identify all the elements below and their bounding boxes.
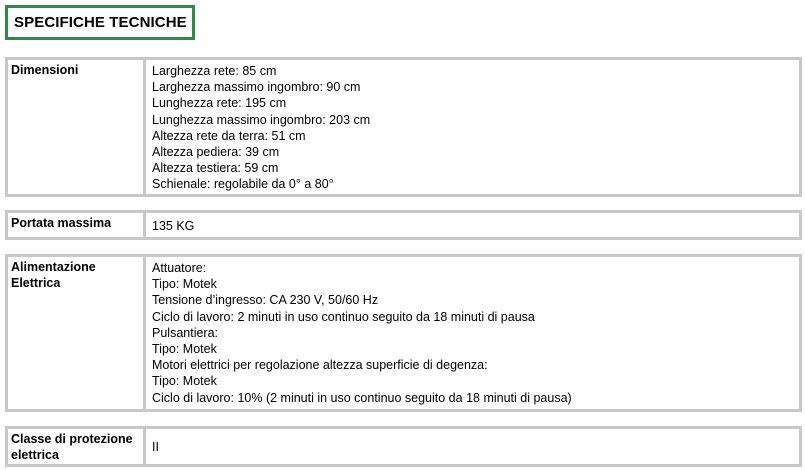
spec-table-alimentazione (5, 254, 802, 412)
spec-line: Motori elettrici per regolazione altezza superficie di degenza: (152, 358, 488, 373)
spec-line: Lunghezza massimo ingombro: 203 cm (152, 112, 371, 127)
spec-line: Larghezza rete: 85 cm (152, 64, 277, 78)
spec-line: Ciclo di lavoro: 2 minuti in uso continuo seguito da 18 minuti di pausa (152, 309, 535, 324)
spec-line: Lunghezza rete: 195 cm (152, 96, 287, 111)
spec-line: Tipo: Motek (152, 374, 217, 389)
section-title-box (5, 5, 195, 40)
spec-line: Tipo: Motek (152, 342, 217, 357)
spec-line: Larghezza massimo ingombro: 90 cm (152, 80, 361, 95)
spec-line: Tensione d’ingresso: CA 230 V, 50/60 Hz (152, 293, 379, 308)
spec-label: Dimensioni (8, 60, 146, 194)
spec-line: Schienale: regolabile da 0° a 80° (152, 177, 334, 192)
spec-line: Pulsantiera: (152, 325, 219, 340)
spec-value (146, 429, 799, 464)
spec-value (146, 257, 799, 409)
spec-line: Altezza pediera: 39 cm (152, 145, 280, 160)
spec-label: Classe di protezione elettrica (8, 429, 146, 464)
spec-line: 135 KG (152, 219, 195, 233)
spec-line: Altezza rete da terra: 51 cm (152, 128, 306, 143)
spec-line: Attuatore: (152, 261, 207, 275)
spec-line: II (152, 440, 159, 454)
spec-label: Alimentazione Elettrica (8, 257, 146, 409)
spec-line: Ciclo di lavoro: 10% (2 minuti in uso continuo seguito da 18 minuti di pausa) (152, 390, 572, 405)
spec-table-classe (5, 426, 802, 467)
spec-value (146, 213, 799, 237)
spec-table-dimensioni (5, 57, 802, 197)
section-title: SPECIFICHE TECNICHE (14, 14, 187, 31)
spec-table-portata (5, 210, 802, 240)
spec-value (146, 60, 799, 194)
spec-line: Tipo: Motek (152, 277, 217, 292)
spec-line: Altezza testiera: 59 cm (152, 161, 279, 176)
spec-label: Portata massima (8, 213, 146, 237)
